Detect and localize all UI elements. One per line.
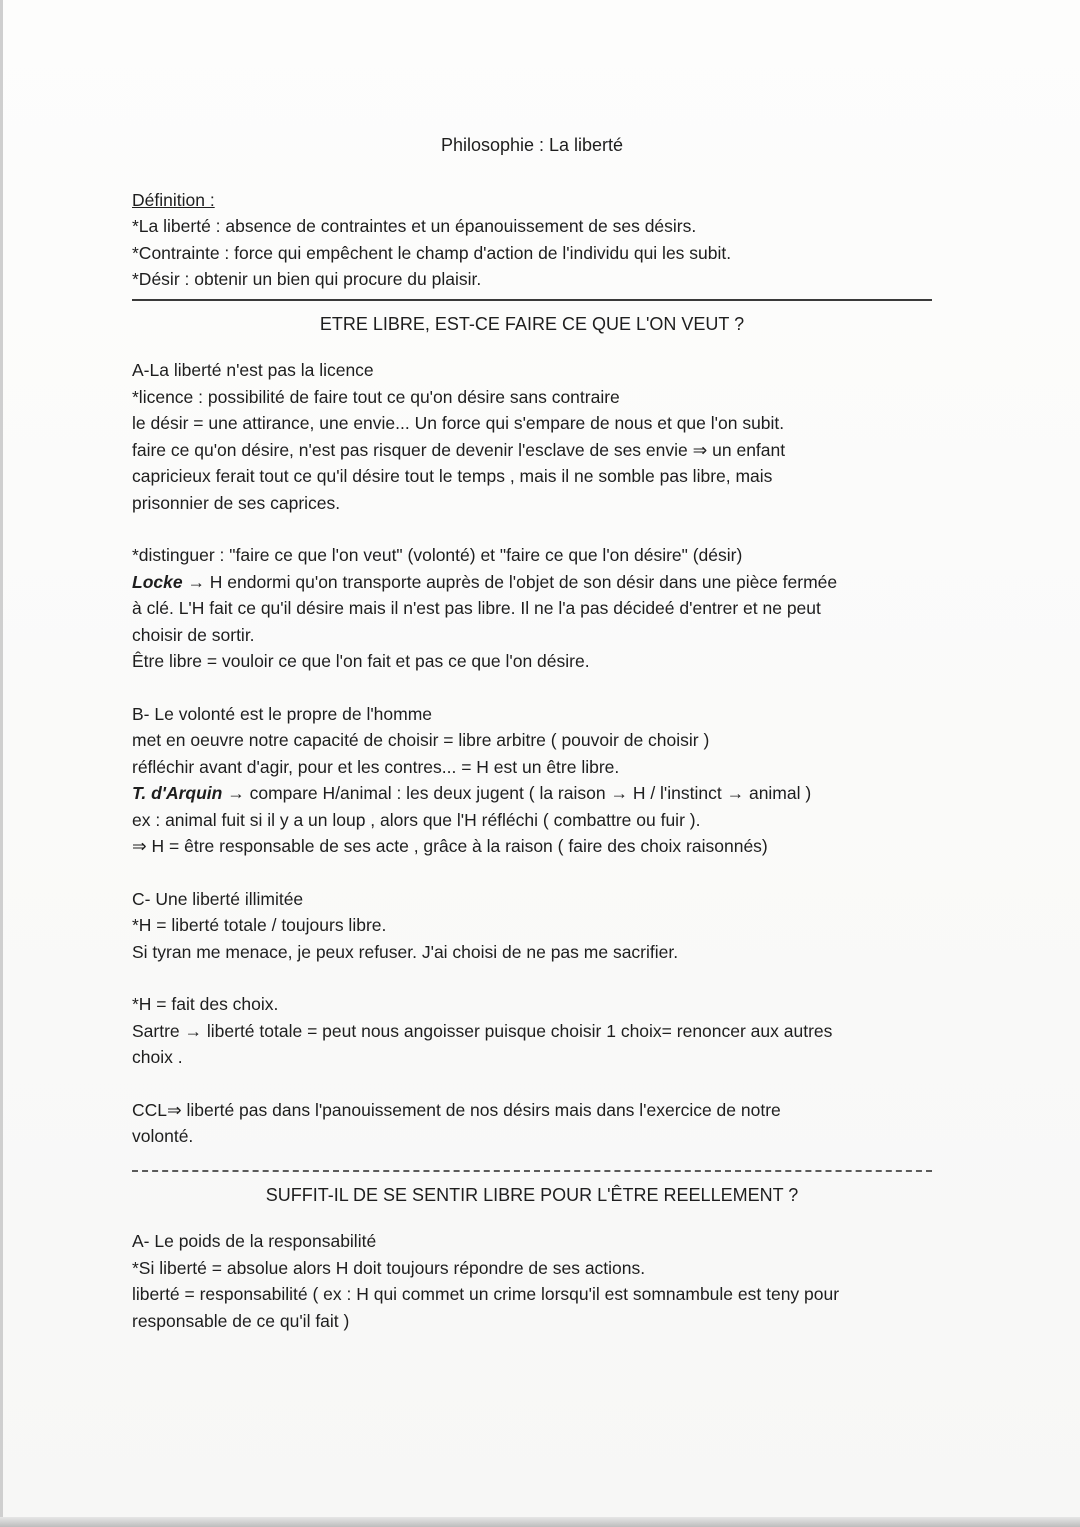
text-line: ⇒ H = être responsable de ses acte , grâce à la raison ( faire des choix raisonnés) — [132, 836, 768, 856]
page-title: Philosophie : La liberté — [440, 135, 624, 155]
text-line: Sartre → liberté totale = peut nous angoisser puisque choisir 1 choix= renoncer aux autres — [132, 1020, 833, 1041]
text-line: prisonnier de ses caprices. — [132, 492, 341, 513]
part1-section-c — [132, 886, 932, 1071]
text-line: *H = fait des choix. — [132, 994, 279, 1014]
scan-bottom-edge — [0, 1517, 1080, 1527]
author-locke: Locke — [132, 571, 183, 592]
text-line: le désir = une attirance, une envie... Un force qui s'empare de nous et que l'on subit. — [132, 413, 785, 433]
definition-line: *Contrainte : force qui empêchent le champ d'action de l'individu qui les subit. — [132, 242, 732, 263]
author-arquin: T. d'Arquin — [132, 783, 223, 803]
section-heading: A-La liberté n'est pas la licence — [132, 360, 374, 380]
definition-line: *La liberté : absence de contraintes et un épanouissement de ses désirs. — [132, 216, 697, 236]
text-line: à clé. L'H fait ce qu'il désire mais il n'est pas libre. Il ne l'a pas décideé d'entrer et ne peut — [132, 598, 821, 618]
text-line: capricieux ferait tout ce qu'il désire tout le temps , mais il ne somble pas libre, mais — [132, 466, 773, 486]
locke-line — [132, 569, 932, 596]
text-span: → compare H/animal : les deux jugent ( la raison → H / l'instinct → animal ) — [222, 783, 812, 803]
text-line: Si tyran me menace, je peux refuser. J'ai choisi de ne pas me sacrifier. — [132, 941, 679, 962]
divider — [132, 299, 932, 301]
spacer — [132, 516, 932, 542]
spacer — [132, 675, 932, 701]
scan-left-edge — [0, 0, 3, 1527]
part2-section-a — [132, 1228, 932, 1334]
text-line: responsable de ce qu'il fait ) — [132, 1310, 350, 1331]
part2-title: SUFFIT-IL DE SE SENTIR LIBRE POUR L'ÊTRE REELLEMENT ? — [265, 1184, 799, 1205]
definition-line: *Désir : obtenir un bien qui procure du plaisir. — [132, 269, 482, 289]
section-heading: B- Le volonté est le propre de l'homme — [132, 703, 433, 724]
spacer — [132, 965, 932, 991]
text-line: CCL⇒ liberté pas dans l'panouissement de nos désirs mais dans l'exercice de notre — [132, 1099, 781, 1120]
part1-title: ETRE LIBRE, EST-CE FAIRE CE QUE L'ON VEUT ? — [319, 313, 745, 334]
text-line: *Si liberté = absolue alors H doit toujours répondre de ses actions. — [132, 1257, 646, 1278]
text-line: Être libre = vouloir ce que l'on fait et pas ce que l'on désire. — [132, 651, 590, 671]
text-line: *distinguer : "faire ce que l'on veut" (volonté) et "faire ce que l'on désire" (désir) — [132, 545, 743, 565]
text-line: ex : animal fuit si il y a un loup , alors que l'H réfléchi ( combattre ou fuir ). — [132, 809, 701, 830]
section-heading: A- Le poids de la responsabilité — [132, 1231, 377, 1251]
part1-conclusion — [132, 1097, 932, 1150]
definition-section — [132, 187, 932, 293]
text-span: → H endormi qu'on transporte auprès de l'objet de son désir dans une pièce fermée — [182, 571, 838, 592]
document-body — [132, 132, 932, 1334]
part1-section-a — [132, 357, 932, 675]
text-line: *H = liberté totale / toujours libre. — [132, 915, 387, 935]
text-line: met en oeuvre notre capacité de choisir = libre arbitre ( pouvoir de choisir ) — [132, 730, 710, 750]
text-line: choisir de sortir. — [132, 624, 255, 645]
text-line: réfléchir avant d'agir, pour et les contres... = H est un être libre. — [132, 756, 620, 777]
section-heading: C- Une liberté illimitée — [132, 888, 304, 909]
definition-heading: Définition : — [132, 189, 215, 210]
text-line: volonté. — [132, 1126, 194, 1146]
text-line: faire ce qu'on désire, n'est pas risquer de devenir l'esclave de ses envie ⇒ un enfant — [132, 439, 786, 460]
text-line: liberté = responsabilité ( ex : H qui commet un crime lorsqu'il est somnambule est teny pour — [132, 1284, 840, 1304]
spacer — [132, 1071, 932, 1097]
text-line: *licence : possibilité de faire tout ce qu'on désire sans contraire — [132, 386, 620, 407]
text-line: choix . — [132, 1047, 183, 1067]
spacer — [132, 860, 932, 886]
arquin-line — [132, 780, 932, 807]
part1-section-b — [132, 701, 932, 860]
divider — [132, 1170, 932, 1172]
